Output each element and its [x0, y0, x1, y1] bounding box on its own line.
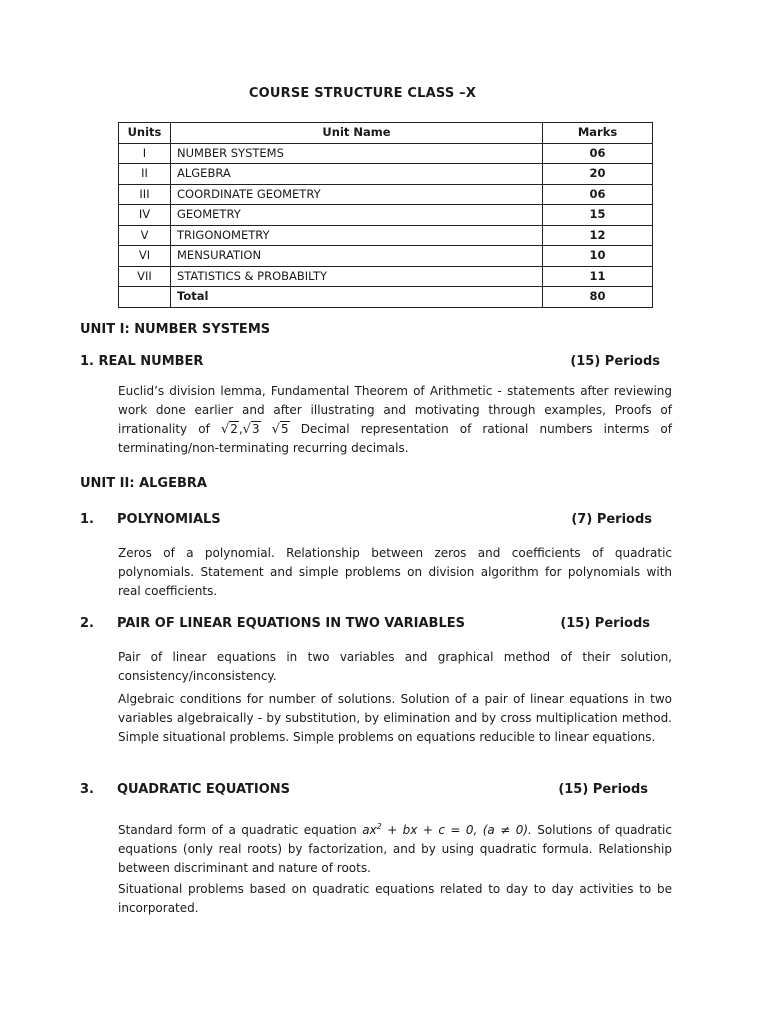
table-row [119, 246, 653, 267]
table-row [119, 266, 653, 287]
real-number-title: 1. REAL NUMBER [80, 354, 204, 369]
header-unit-name: Unit Name [171, 123, 543, 144]
total-marks: 80 [543, 287, 653, 308]
table-row [119, 225, 653, 246]
quadratic-title: QUADRATIC EQUATIONS [117, 782, 291, 797]
quadratic-text-2: Situational problems based on quadratic equations related to day to day activities to be incorporated. [118, 882, 672, 915]
real-number-heading [80, 354, 660, 369]
table-row [119, 184, 653, 205]
header-units: Units [119, 123, 171, 144]
quadratic-text-1 [118, 817, 672, 878]
quadratic-heading [80, 782, 648, 797]
real-number-periods: (15) Periods [570, 354, 660, 369]
unit-cell: III [119, 184, 171, 205]
unit-cell: IV [119, 205, 171, 226]
marks-cell: 20 [543, 164, 653, 185]
linear-number: 2. [80, 616, 94, 631]
unit-cell: VI [119, 246, 171, 267]
unit-cell: I [119, 143, 171, 164]
unit-name-cell: MENSURATION [171, 246, 543, 267]
linear-equations-heading [80, 616, 650, 631]
total-label: Total [171, 287, 543, 308]
linear-text-1: Pair of linear equations in two variables and graphical method of their solution, consistency/inconsistency. [118, 650, 672, 683]
linear-text-2: Algebraic conditions for number of solutions. Solution of a pair of linear equations in two variables algebraically - by substitution, by elimination and by cross multiplication method. Simple situational problems. Simple problems on equations reducible to linear equations. [118, 692, 672, 744]
polynomials-title: POLYNOMIALS [117, 512, 221, 527]
unit-name-cell: STATISTICS & PROBABILTY [171, 266, 543, 287]
table-row [119, 205, 653, 226]
polynomials-periods: (7) Periods [571, 512, 652, 527]
table-total-row [119, 287, 653, 308]
unit-cell: II [119, 164, 171, 185]
sqrt-2: √2 [220, 422, 238, 437]
polynomials-number: 1. [80, 512, 94, 527]
unit-name-cell: GEOMETRY [171, 205, 543, 226]
marks-cell: 06 [543, 184, 653, 205]
unit-name-cell: TRIGONOMETRY [171, 225, 543, 246]
quadratic-equation: $ax^2$ + bx + c = 0, (a ≠ 0). [362, 822, 532, 837]
unit-cell: VII [119, 266, 171, 287]
real-number-text: Euclid’s division lemma, Fundamental Theorem of Arithmetic - statements after reviewing work done earlier and after illustrating and motivating through examples, Proofs of irrationality of √2,√3 √5 Decimal representation of rational numbers interms of terminating/non-terminating recurring decimals. [118, 384, 672, 455]
marks-cell: 11 [543, 266, 653, 287]
quadratic-periods: (15) Periods [558, 782, 648, 797]
marks-cell: 12 [543, 225, 653, 246]
polynomials-text: Zeros of a polynomial. Relationship between zeros and coefficients of quadratic polynomials. Statement and simple problems on division algorithm for polynomials with real coefficients. [118, 546, 672, 598]
unit-name-cell: NUMBER SYSTEMS [171, 143, 543, 164]
marks-cell: 10 [543, 246, 653, 267]
marks-cell: 06 [543, 143, 653, 164]
marks-cell: 15 [543, 205, 653, 226]
quadratic-text-1a: Standard form of a quadratic equation [118, 823, 357, 837]
real-number-text-b: Decimal representation of rational numbers interms of terminating/non-terminating recurring decimals. [118, 422, 672, 455]
page-title: COURSE STRUCTURE CLASS –X [248, 86, 477, 101]
quadratic-number: 3. [80, 782, 94, 797]
sqrt-5: √5 [271, 422, 289, 437]
unit-name-cell: ALGEBRA [171, 164, 543, 185]
quadratic-text-1b: Solutions of quadratic equations (only real roots) by factorization, and by using quadratic formula. Relationship between discriminant and nature of roots. [118, 823, 672, 875]
unit-cell: V [119, 225, 171, 246]
table-row [119, 164, 653, 185]
unit1-heading: UNIT I: NUMBER SYSTEMS [80, 322, 271, 337]
real-number-text-a: Euclid’s division lemma, Fundamental Theorem of Arithmetic - statements after reviewing work done earlier and after illustrating and motivating through examples, Proofs of irrationality of [118, 384, 672, 436]
empty-unit-cell [119, 287, 171, 308]
polynomials-heading [80, 512, 652, 527]
course-structure-table [118, 122, 653, 308]
sqrt-3: √3 [242, 422, 260, 437]
table-header-row [119, 123, 653, 144]
unit2-heading: UNIT II: ALGEBRA [80, 476, 207, 491]
linear-periods: (15) Periods [560, 616, 650, 631]
linear-title: PAIR OF LINEAR EQUATIONS IN TWO VARIABLES [117, 616, 465, 631]
header-marks: Marks [543, 123, 653, 144]
table-row [119, 143, 653, 164]
unit-name-cell: COORDINATE GEOMETRY [171, 184, 543, 205]
